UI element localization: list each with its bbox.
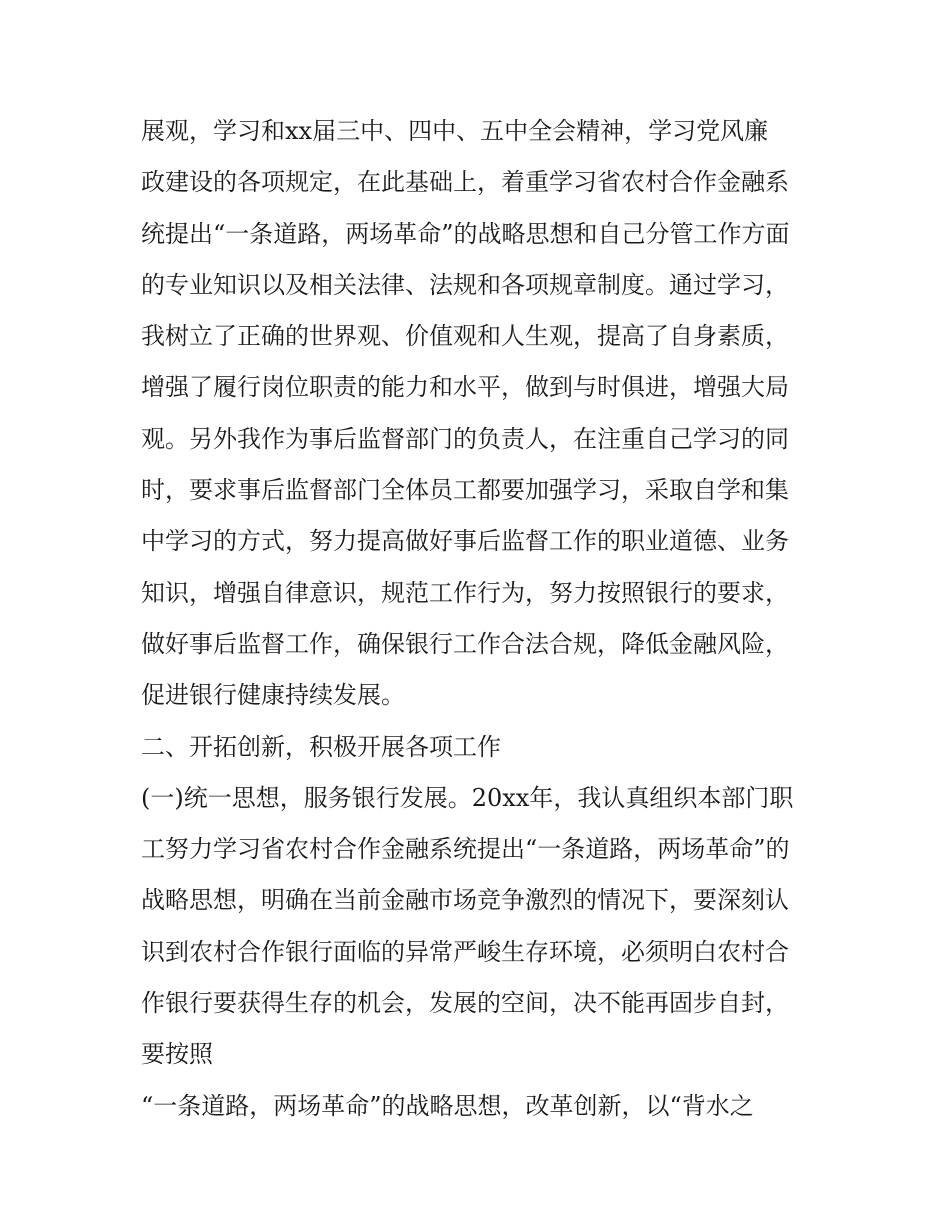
text-line: 时，要求事后监督部门全体员工都要加强学习，采取自学和集 (141, 476, 789, 505)
text-line: 中学习的方式，努力提高做好事后监督工作的职业道德、业务 (141, 527, 789, 556)
section-heading: 二、开拓创新，积极开展各项工作 (141, 732, 501, 761)
text-line: 工努力学习省农村合作金融系统提出“一条道路，两场革命”的 (141, 835, 790, 864)
text-line: 的专业知识以及相关法律、法规和各项规章制度。通过学习， (141, 270, 789, 299)
text-line: 我树立了正确的世界观、价值观和人生观，提高了自身素质， (141, 322, 789, 351)
text-line: 要按照 (141, 1040, 213, 1069)
text-line: 作银行要获得生存的机会，发展的空间，决不能再固步自封， (141, 989, 789, 1018)
body-text (141, 109, 831, 1135)
text-line: 统提出“一条道路，两场革命”的战略思想和自己分管工作方面 (141, 219, 790, 248)
text-line: 增强了履行岗位职责的能力和水平，做到与时俱进，增强大局 (141, 373, 789, 402)
text-line: 观。另外我作为事后监督部门的负责人，在注重自己学习的同 (141, 424, 789, 453)
text-line: 识到农村合作银行面临的异常严峻生存环境，必须明白农村合 (141, 937, 789, 966)
text-line: 政建设的各项规定，在此基础上，着重学习省农村合作金融系 (141, 168, 789, 197)
text-line: 做好事后监督工作，确保银行工作合法合规，降低金融风险， (141, 629, 789, 658)
text-line: “一条道路，两场革命”的战略思想，改革创新，以“背水之 (141, 1091, 754, 1120)
text-line: 展观，学习和xx届三中、四中、五中全会精神，学习党风廉 (141, 117, 769, 145)
text-line: 促进银行健康持续发展。 (141, 681, 405, 710)
text-line: 知识，增强自律意识，规范工作行为，努力按照银行的要求， (141, 578, 789, 607)
text-line: 战略思想，明确在当前金融市场竞争激烈的情况下，要深刻认 (141, 886, 789, 915)
text-line: (一)统一思想，服务银行发展。20xx年，我认真组织本部门职 (141, 783, 794, 812)
